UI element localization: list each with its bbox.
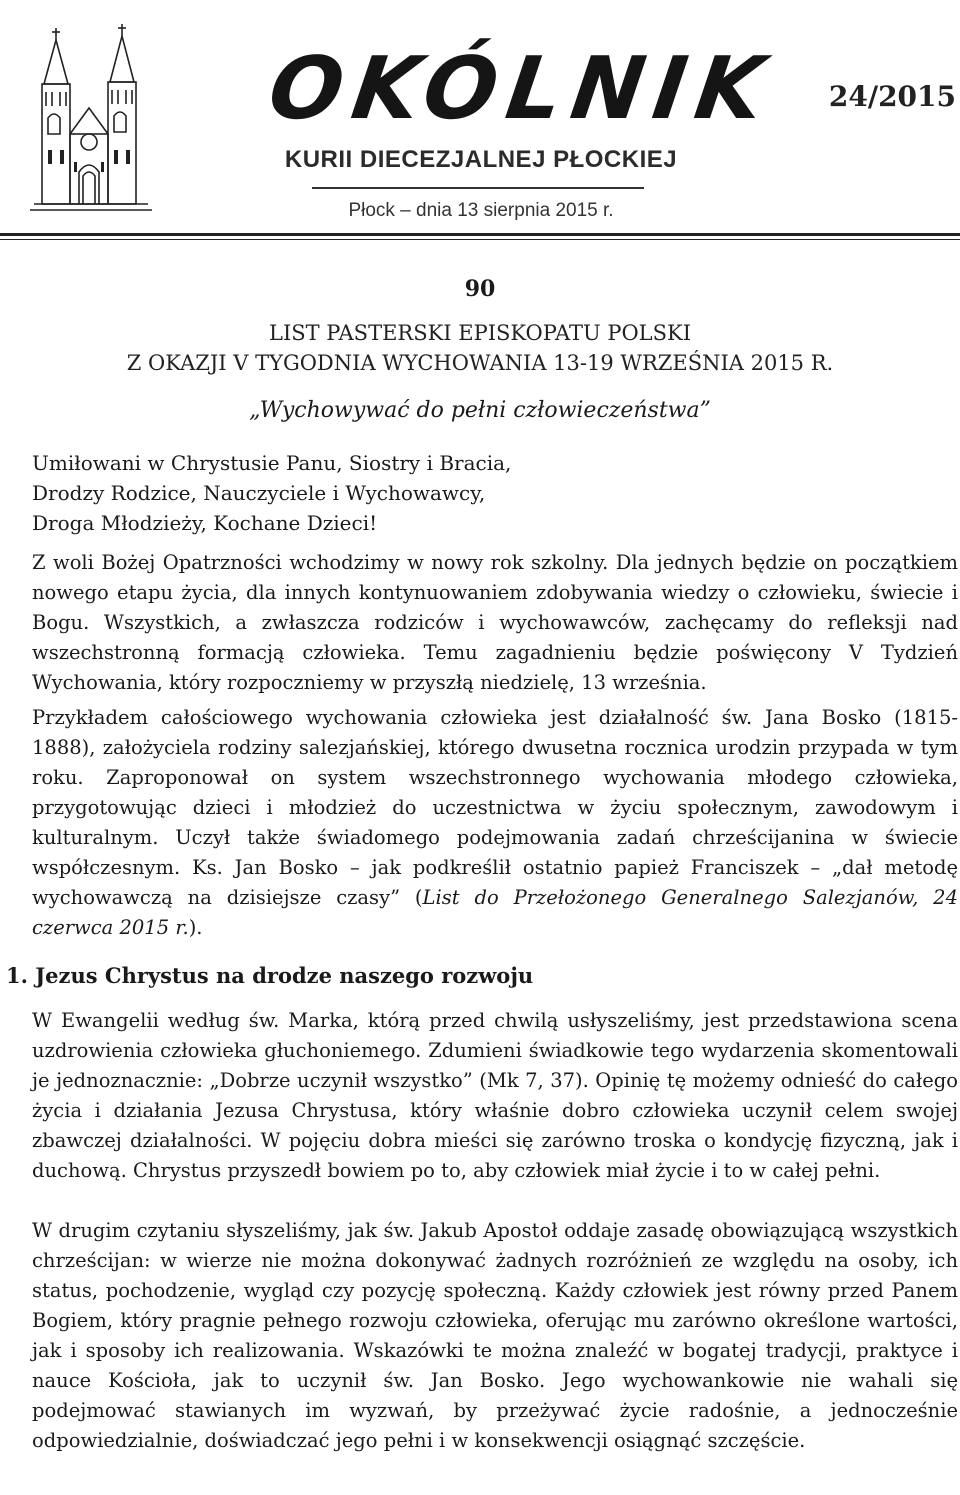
greeting-line: Droga Młodzieży, Kochane Dzieci! <box>32 511 378 535</box>
greeting-line: Drodzy Rodzice, Nauczyciele i Wychowawcy, <box>32 481 486 505</box>
header-rule-thin <box>0 239 960 240</box>
issue-number: 24/2015 <box>828 80 956 113</box>
paragraph-bosco <box>32 703 958 943</box>
document-heading-line1: LIST PASTERSKI EPISKOPATU POLSKI <box>269 321 691 345</box>
dateline: Płock – dnia 13 sierpnia 2015 r. <box>348 200 614 221</box>
header-rule-thick <box>0 233 960 236</box>
greeting-line: Umiłowani w Chrystusie Panu, Siostry i Bracia, <box>32 451 512 475</box>
paragraph-bosco-end: ). <box>188 916 203 939</box>
citation: List do Przełożonego Generalnego Salezjanów, 24 czerwca 2015 r. <box>32 886 958 939</box>
paragraph-intro: Z woli Bożej Opatrzności wchodzimy w nowy rok szkolny. Dla jednych będzie on początkiem nowego etapu życia, dla innych kontynuowaniem zdobywania wiedzy o człowieku, świecie i Bogu. Wszystkich, a zwłaszcza rodziców i wychowawców, zachęcamy do refleksji nad wszechstronną formacją człowieka. Temu zagadnieniu będzie poświęcony V Tydzień Wychowania, który rozpoczniemy w przyszłą niedzielę, 13 września. <box>32 551 958 694</box>
subtitle-divider <box>312 187 644 189</box>
cathedral-logo-icon <box>26 22 156 222</box>
paragraph-gospel: W Ewangelii według św. Marka, którą przed chwilą usłyszeliśmy, jest przedstawiona scena uzdrowienia człowieka głuchoniemego. Zdumieni świadkowie tego wydarzenia skomentowali je jednoznacznie: „Dobrze uczynił wszystko” (Mk 7, 37). Opinię tę możemy odnieść do całego życia i działania Jezusa Chrystusa, który właśnie dobro człowieka uczynił celem swojej zbawczej działalności. W pojęciu dobra mieści się zarówno troska o kondycję fizyczną, jak i duchową. Chrystus przyszedł bowiem po to, aby człowiek miał życie i to w całej pełni. <box>32 1009 958 1182</box>
section-title: 1. Jezus Chrystus na drodze naszego rozwoju <box>6 963 534 988</box>
publication-title: OKÓLNIK <box>262 39 780 139</box>
greeting <box>32 448 511 538</box>
paragraph-second-reading: W drugim czytaniu słyszeliśmy, jak św. Jakub Apostoł oddaje zasadę obowiązującą wszystkich chrześcijan: w wierze nie można dokonywać żadnych rozróżnień ze względu na osoby, ich status, pochodzenie, wygląd czy pozycję społeczną. Każdy człowiek jest równy przed Panem Bogiem, który pragnie pełnego rozwoju człowieka, oferując mu zarówno określone wartości, jak i sposoby ich realizowania. Wskazówki te można znaleźć w bogatej tradycji, praktyce i nauce Kościoła, jak to uczynił św. Jan Bosko. Jego wychowankowie nie wahali się podejmować stawianych im wyzwań, by przeżywać życie radośnie, a jednocześnie odpowiedzialnie, doświadczać jego pełni i w konsekwencji osiągnąć szczęście. <box>32 1219 958 1452</box>
publication-subtitle: KURII DIECEZJALNEJ PŁOCKIEJ <box>284 146 678 173</box>
paragraph-bosco-text: Przykładem całościowego wychowania człowieka jest działalność św. Jana Bosko (1815-1888), założyciela rodziny salezjańskiej, którego dwusetna rocznica urodzin przypada w tym roku. Zaproponował on system wszechstronnego wychowania młodego człowieka, przygotowując dzieci i młodzież do uczestnictwa w życiu społecznym, zawodowym i kulturalnym. Uczył także świadomego podejmowania zadań chrześcijanina w świecie współczesnym. Ks. Jan Bosko – jak podkreślił ostatnio papież Franciszek – „dał metodę wychowawczą na dzisiejsze czasy” ( <box>32 706 958 909</box>
document-number: 90 <box>464 276 496 302</box>
document-heading-line2: Z OKAZJI V TYGODNIA WYCHOWANIA 13-19 WRZEŚNIA 2015 R. <box>126 351 834 375</box>
document-motto: „Wychowywać do pełni człowieczeństwa” <box>249 398 711 423</box>
masthead <box>0 0 960 245</box>
